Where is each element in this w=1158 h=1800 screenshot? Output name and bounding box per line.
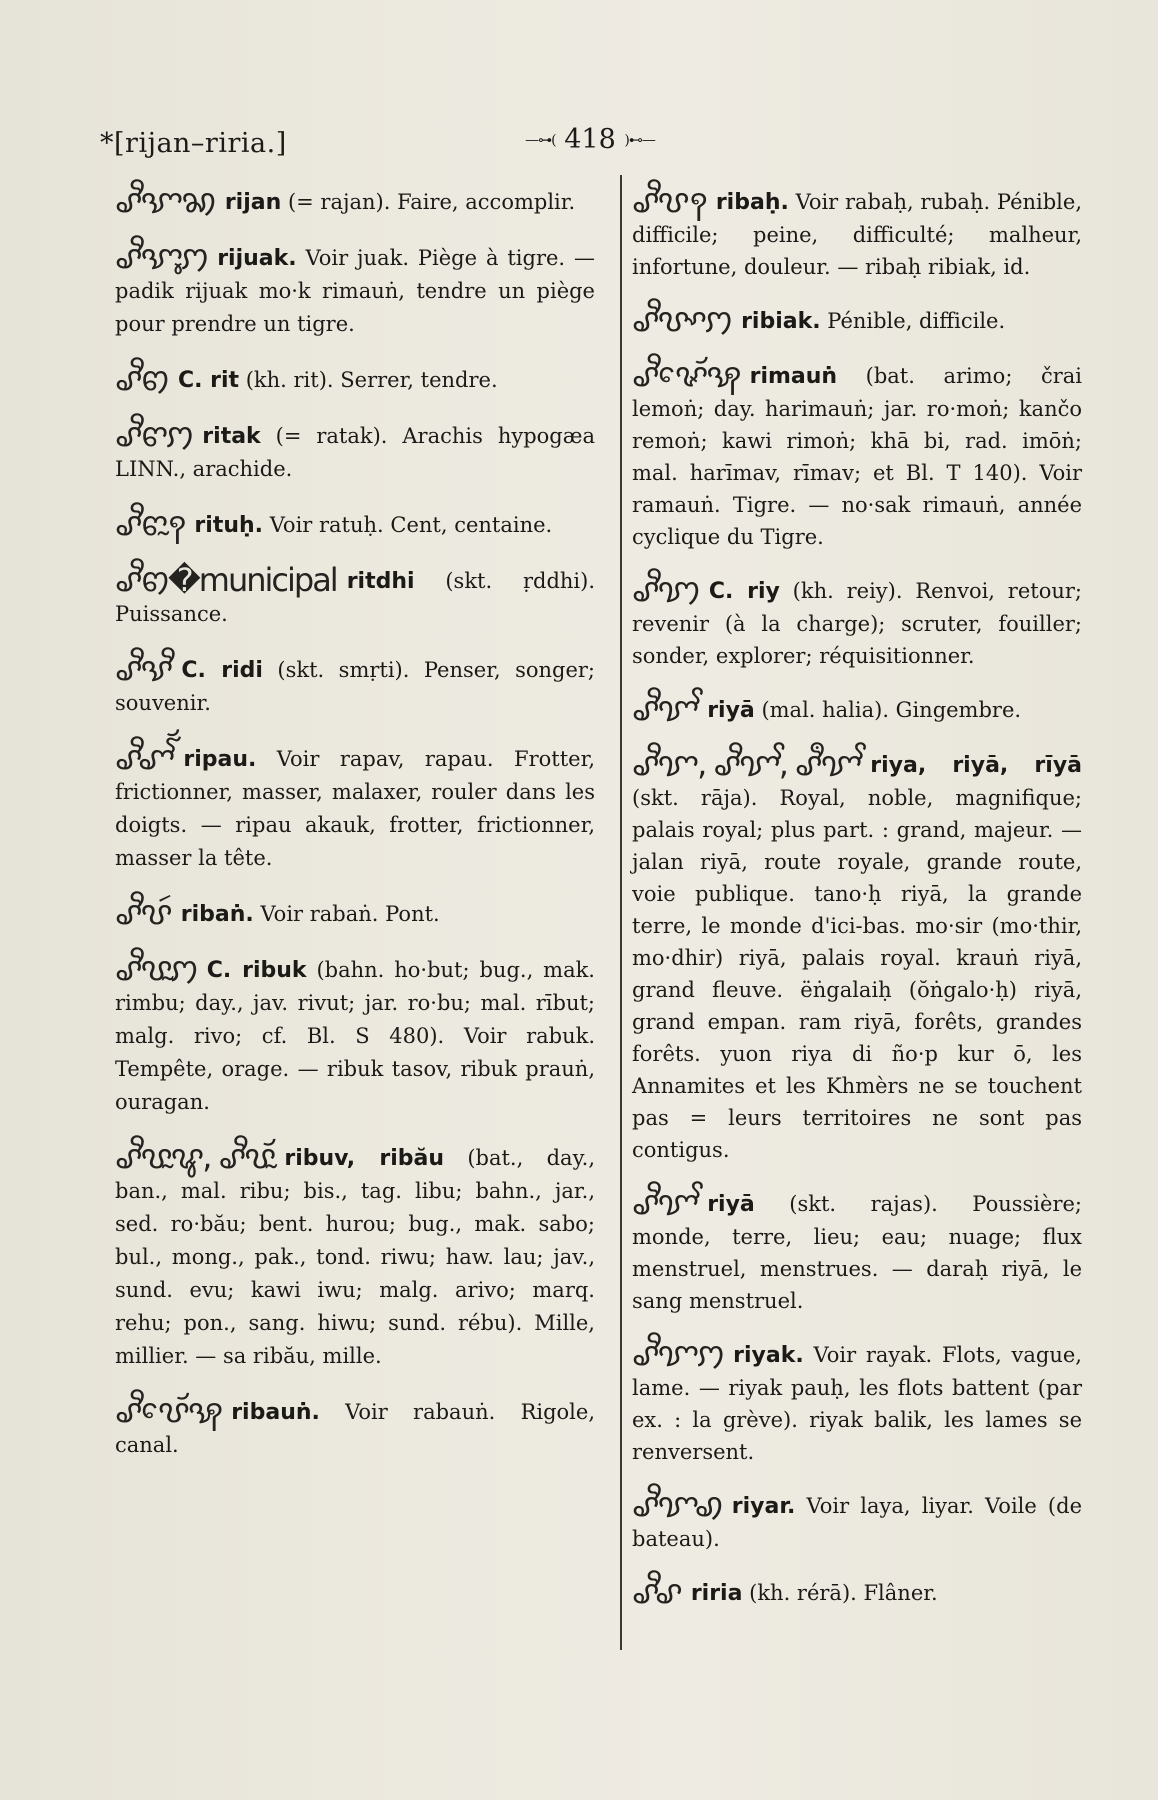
dictionary-entry (632, 1573, 1082, 1611)
headword: rimauṅ (749, 364, 838, 389)
headword: riyar. (731, 1494, 796, 1519)
headword: riyā (707, 1192, 755, 1217)
left-column (115, 182, 596, 1484)
dictionary-entry (115, 561, 595, 631)
headword: ribaṅ. (180, 902, 254, 927)
headword: C. ridi (181, 658, 263, 683)
dictionary-entry (632, 1184, 1082, 1317)
page-number-line (480, 124, 700, 155)
definition: (skt. rajas). Poussière; monde, terre, lieu; eau; nuage; flux menstruel, menstrues. — daraḥ riyā, le sang menstruel. (632, 1192, 1082, 1313)
headword: ribiak. (741, 309, 821, 334)
cham-script-headword-icon: ꨣꨪꨢꨩ (632, 1184, 698, 1222)
headword: ripau. (183, 747, 257, 772)
headword: riyak. (733, 1343, 804, 1368)
dictionary-entry (115, 1138, 596, 1373)
headword: ribaḥ. (715, 190, 789, 215)
cham-script-headword-icon: ꨣꨪꨕꨪ (115, 650, 172, 688)
dictionary-entry (115, 1392, 595, 1462)
dictionary-entry (632, 1335, 1082, 1468)
dictionary-entry (115, 416, 595, 486)
headword: ribuv, ribău (284, 1146, 445, 1171)
definition: (= rajan). Faire, accomplir. (281, 190, 576, 214)
definition: Voir ratuḥ. Cent, centaine. (263, 513, 553, 537)
definition: Voir juak. Piège à tigre. — padik rijuak mo·k rimauṅ, tendre un piège pour prendre un tigre. (115, 246, 595, 336)
cham-script-headword-icon: ꨣꨪꨢꨩ (632, 690, 698, 728)
ornament-right: )⊷— (624, 132, 655, 149)
definition: (skt. ṛddhi). Puissance. (115, 569, 595, 626)
dictionary-entry (632, 690, 1082, 728)
definition: (kh. rit). Serrer, tendre. (239, 368, 498, 392)
cham-script-headword-icon: ꨣꨪꨢ, ꨣꨪꨢꨩ, ꨣꨫꨢꨩ (632, 745, 861, 783)
ornament-left: —⊶( (525, 132, 556, 149)
cham-script-headword-icon: ꨣꨪꨢꩀ (632, 1335, 724, 1373)
cham-script-headword-icon: ꨣꨪꨎꩆ (115, 182, 215, 220)
cham-script-headword-icon: ꨣꨪꨓꩀ (115, 416, 193, 454)
headword: ritdhi (346, 569, 415, 594)
definition: Voir rapav, rapau. Frotter, frictionner, masser, malaxer, rouler dans les doigts. — ripau akauk, frotter, frictionner, masser la tête. (115, 747, 595, 870)
cham-script-headword-icon: ꨣꨪꩅ�municipal (115, 561, 337, 599)
dictionary-entry (115, 238, 595, 341)
cham-script-headword-icon: ꨣꨪꩅ (115, 360, 168, 398)
page-number: 418 (564, 124, 616, 155)
definition: (kh. rérā). Flâner. (742, 1581, 938, 1605)
cham-script-headword-icon: ꨣꨪꨓꨭꩍ (115, 505, 185, 543)
cham-script-headword-icon: ꨣꨪꨝꨭꩀ (115, 950, 197, 988)
headword: C. riy (708, 579, 780, 604)
definition: (skt. rāja). Royal, noble, magnifique; palais royal; plus part. : grand, majeur. — jalan riyā, route royale, grande route, voie publique. tano·ḥ riyā, la grande terre, le monde d'ici-bas. mo·sir (mo·thir, mo·dhir) riyā, palais royal. krauṅ riyā, grand fleuve. ëṅgalaiḥ (ŏṅgalo·ḥ) riyā, grand empan. ram riyā, forêts, grandes forêts. yuon riya di ño·p kur ō, les Annamites et les Khmèrs ne se touchent pas = leurs territoires ne sont pas contigus. (632, 786, 1082, 1162)
definition: Voir rabauṅ. Rigole, canal. (115, 1400, 595, 1457)
definition: (bahn. ho·but; bug., mak. rimbu; day., jav. rivut; jar. ro·bu; mal. rībut; malg. rivo; cf. Bl. S 480). Voir rabuk. Tempête, orage. — ribuk tasov, ribuk prauṅ, ouragan. (115, 958, 595, 1114)
cham-script-headword-icon: ꨣꨪꩈ (632, 571, 699, 609)
cham-script-headword-icon: ꨣꨪꨝꨳꩀ (632, 301, 732, 339)
headword: rituḥ. (194, 513, 264, 538)
cham-script-headword-icon: ꨣꨪꨢꩉ (632, 1486, 722, 1524)
definition: Voir rabaṅ. Pont. (253, 902, 440, 926)
headword: riria (690, 1581, 743, 1606)
headword: C. rit (177, 368, 240, 393)
dictionary-entry (632, 571, 1082, 672)
definition: (bat. arimo; črai lemoṅ; day. harimauṅ; jar. ro·moṅ; kančo remoṅ; kawi rimoṅ; khā bi, rad. imōṅ; mal. harīmav, rīmav; et Bl. T 140). Voir ramauṅ. Tigre. — no·sak rimauṅ, année cyclique du Tigre. (632, 364, 1082, 549)
dictionary-entry (632, 745, 1082, 1166)
cham-script-headword-icon: ꨣꨪꨎꨶꩀ (115, 238, 208, 276)
running-head: *[rijan–riria.] (100, 128, 287, 159)
dictionary-entry (115, 894, 595, 932)
dictionary-entry (632, 301, 1082, 339)
definition: Voir laya, liyar. Voile (de bateau). (632, 1494, 1082, 1551)
headword: riyā (707, 698, 755, 723)
definition: Pénible, difficile. (820, 309, 1006, 333)
cham-script-headword-icon: ꨣꨪꨚꨮꨱ (115, 739, 174, 777)
cham-script-headword-icon: ꨣꨪꨝꩃ (115, 894, 171, 932)
dictionary-entry (632, 356, 1082, 553)
definition: (= ratak). Arachis hypogæa LINN., arachide. (115, 424, 595, 481)
cham-script-headword-icon: ꨣꨪꨟꨯꨮꩂ (632, 356, 740, 394)
definition: (kh. reiy). Renvoi, retour; revenir (à la charge); scruter, fouiller; sonder, explorer; réquisitionner. (632, 579, 1082, 668)
dictionary-entry (115, 505, 595, 543)
definition: (mal. halia). Gingembre. (754, 698, 1022, 722)
headword: ritak (202, 424, 261, 449)
column-divider (620, 175, 622, 1650)
headword: rijan (224, 190, 282, 215)
definition: Voir rabaḥ, rubaḥ. Pénible, difficile; peine, difficulté; malheur, infortune, douleur. — ribaḥ ribiak, id. (632, 190, 1082, 279)
dictionary-entry (115, 739, 595, 875)
definition: Voir rayak. Flots, vague, lame. — riyak pauḥ, les flots battent (par ex. : la grève). riyak balik, les lames se renversent. (632, 1343, 1082, 1464)
dictionary-entry (632, 1486, 1082, 1555)
right-column (632, 182, 1082, 1631)
cham-script-headword-icon: ꨣꨪꨝꨭꨥ, ꨣꨪꨝꨮꨭ (115, 1138, 275, 1176)
dictionary-entry (115, 360, 595, 398)
dictionary-entry (115, 650, 595, 720)
headword: riya, riyā, rīyā (870, 753, 1082, 778)
cham-script-headword-icon: ꨣꨪꨝꨯꨮꩂ (115, 1392, 222, 1430)
headword: rijuak. (217, 246, 297, 271)
dictionary-entry (115, 950, 595, 1119)
cham-script-headword-icon: ꨣꨪꨝꩍ (632, 182, 706, 220)
definition: (skt. smṛti). Penser, songer; souvenir. (115, 658, 595, 715)
definition: (bat., day., ban., mal. ribu; bis., tag. libu; bahn., jar., sed. ro·bău; bent. hurou; bug., mak. sabo; bul., mong., pak., tond. riwu; haw. lau; jav., sund. evu; kawi iwu; malg. arivo; marq. rehu; pon., sang. hiwu; sund. rébu). Mille, millier. — sa ribău, mille. (115, 1146, 596, 1368)
dictionary-entry (115, 182, 595, 220)
headword: C. ribuk (206, 958, 307, 983)
dictionary-entry (632, 182, 1082, 283)
headword: ribauṅ. (231, 1400, 320, 1425)
cham-script-headword-icon: ꨣꨪꨣ (632, 1573, 681, 1611)
